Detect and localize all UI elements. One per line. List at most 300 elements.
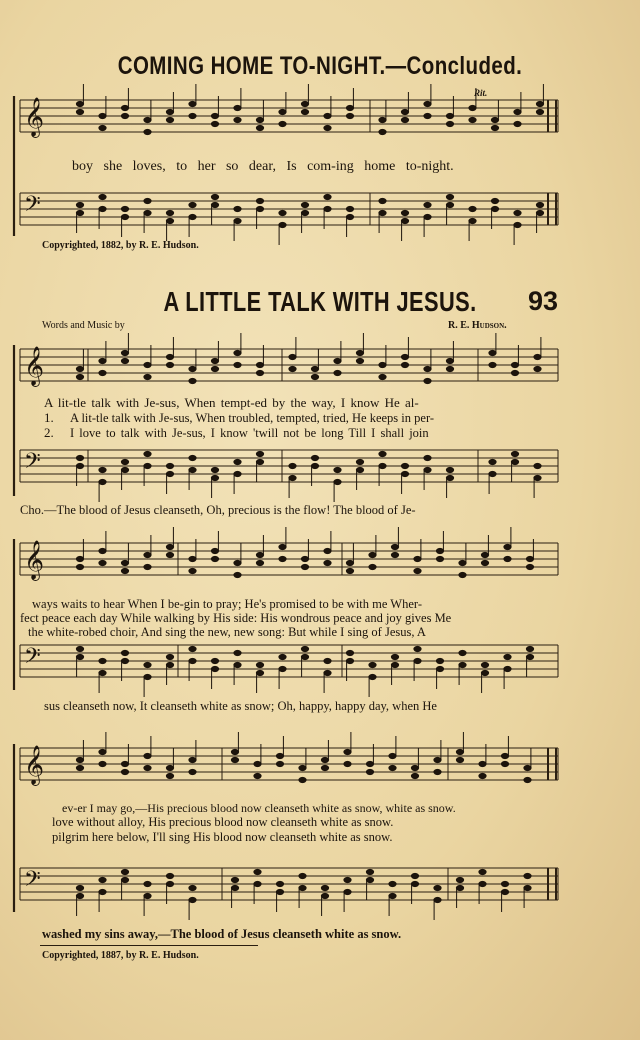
notehead bbox=[301, 210, 308, 215]
notehead bbox=[434, 769, 441, 774]
notehead bbox=[256, 451, 263, 456]
notehead bbox=[324, 560, 331, 565]
system2-line-2: fect peace each day While walking by His side: His wondrous peace and joy gives Me bbox=[20, 611, 452, 625]
notehead bbox=[459, 662, 466, 667]
notehead bbox=[189, 366, 196, 371]
notehead bbox=[299, 777, 306, 782]
notehead bbox=[391, 544, 398, 549]
notehead bbox=[324, 206, 331, 211]
notehead bbox=[446, 366, 453, 371]
notehead bbox=[99, 548, 106, 553]
notehead bbox=[99, 877, 106, 882]
notehead bbox=[99, 370, 106, 375]
notehead bbox=[256, 125, 263, 130]
notehead bbox=[144, 753, 151, 758]
notehead bbox=[434, 757, 441, 762]
notehead bbox=[501, 761, 508, 766]
notehead bbox=[166, 552, 173, 557]
notehead bbox=[279, 666, 286, 671]
bass-clef: 𝄢 bbox=[24, 644, 41, 674]
notehead bbox=[366, 877, 373, 882]
notehead bbox=[479, 761, 486, 766]
system3-line-2: love without alloy, His precious blood now cleanseth white as snow. bbox=[52, 815, 394, 829]
notehead bbox=[189, 101, 196, 106]
notehead bbox=[234, 362, 241, 367]
notehead bbox=[446, 358, 453, 363]
notehead bbox=[189, 757, 196, 762]
notehead bbox=[99, 670, 106, 675]
notehead bbox=[256, 459, 263, 464]
notehead bbox=[334, 467, 341, 472]
notehead bbox=[121, 358, 128, 363]
notehead bbox=[501, 881, 508, 886]
song1-lyric: boy she loves, to her so dear, Is com-ing home to-night. bbox=[72, 159, 454, 174]
notehead bbox=[526, 564, 533, 569]
notehead bbox=[424, 378, 431, 383]
notehead bbox=[389, 765, 396, 770]
notehead bbox=[234, 471, 241, 476]
notehead bbox=[189, 568, 196, 573]
notehead bbox=[324, 548, 331, 553]
notehead bbox=[211, 202, 218, 207]
notehead bbox=[256, 117, 263, 122]
notehead bbox=[99, 194, 106, 199]
notehead bbox=[424, 101, 431, 106]
notehead bbox=[401, 210, 408, 215]
notehead bbox=[524, 885, 531, 890]
notehead bbox=[524, 765, 531, 770]
notehead bbox=[144, 662, 151, 667]
notehead bbox=[211, 548, 218, 553]
notehead bbox=[526, 646, 533, 651]
notehead bbox=[121, 105, 128, 110]
verse-number-2: 2. bbox=[44, 425, 54, 440]
notehead bbox=[434, 885, 441, 890]
notehead bbox=[189, 769, 196, 774]
notehead bbox=[166, 662, 173, 667]
notehead bbox=[411, 773, 418, 778]
notehead bbox=[321, 893, 328, 898]
notehead bbox=[379, 198, 386, 203]
notehead bbox=[534, 475, 541, 480]
notehead bbox=[389, 881, 396, 886]
notehead bbox=[166, 881, 173, 886]
notehead bbox=[166, 109, 173, 114]
notehead bbox=[366, 761, 373, 766]
notehead bbox=[166, 463, 173, 468]
notehead bbox=[379, 129, 386, 134]
notehead bbox=[324, 670, 331, 675]
notehead bbox=[401, 109, 408, 114]
notehead bbox=[256, 560, 263, 565]
credit-left: Words and Music by bbox=[42, 320, 125, 331]
notehead bbox=[99, 479, 106, 484]
notehead bbox=[301, 202, 308, 207]
notehead bbox=[511, 451, 518, 456]
system3-line-3: pilgrim here below, I'll sing His blood now cleanseth white as snow. bbox=[52, 830, 393, 844]
notehead bbox=[324, 125, 331, 130]
notehead bbox=[504, 544, 511, 549]
notehead bbox=[279, 544, 286, 549]
notehead bbox=[301, 556, 308, 561]
notehead bbox=[321, 765, 328, 770]
verse-line-3: I love to talk with Je-sus, I know 'twill not be long Till I shall join bbox=[70, 426, 429, 440]
notehead bbox=[211, 194, 218, 199]
notehead bbox=[504, 556, 511, 561]
notehead bbox=[301, 109, 308, 114]
notehead bbox=[121, 877, 128, 882]
notehead bbox=[324, 113, 331, 118]
notehead bbox=[414, 646, 421, 651]
notehead bbox=[299, 873, 306, 878]
notehead bbox=[414, 556, 421, 561]
notehead bbox=[469, 218, 476, 223]
notehead bbox=[379, 463, 386, 468]
notehead bbox=[144, 374, 151, 379]
notehead bbox=[279, 121, 286, 126]
notehead bbox=[514, 121, 521, 126]
notehead bbox=[514, 109, 521, 114]
notehead bbox=[76, 893, 83, 898]
notehead bbox=[301, 654, 308, 659]
notehead bbox=[76, 654, 83, 659]
notehead bbox=[446, 121, 453, 126]
notehead bbox=[289, 475, 296, 480]
notehead bbox=[344, 749, 351, 754]
notehead bbox=[536, 101, 543, 106]
notehead bbox=[436, 556, 443, 561]
notehead bbox=[166, 544, 173, 549]
notehead bbox=[356, 467, 363, 472]
notehead bbox=[514, 222, 521, 227]
notehead bbox=[504, 666, 511, 671]
notehead bbox=[211, 475, 218, 480]
notehead bbox=[231, 757, 238, 762]
notehead bbox=[234, 650, 241, 655]
notehead bbox=[401, 362, 408, 367]
notehead bbox=[514, 210, 521, 215]
notehead bbox=[144, 564, 151, 569]
notehead bbox=[469, 117, 476, 122]
notehead bbox=[211, 666, 218, 671]
system2-chorus: sus cleanseth now, It cleanseth white as snow; Oh, happy, happy day, when He bbox=[44, 699, 437, 713]
notehead bbox=[211, 121, 218, 126]
notehead bbox=[231, 877, 238, 882]
notehead bbox=[366, 869, 373, 874]
song1-title: COMING HOME TO-NIGHT.—Concluded. bbox=[117, 52, 523, 80]
notehead bbox=[121, 560, 128, 565]
song1-copyright: Copyrighted, 1882, by R. E. Hudson. bbox=[42, 240, 199, 251]
notehead bbox=[311, 366, 318, 371]
notehead bbox=[379, 374, 386, 379]
system2-line-3: the white-robed choir, And sing the new, new song: But while I sing of Jesus, A bbox=[28, 625, 426, 639]
notehead bbox=[254, 773, 261, 778]
notehead bbox=[121, 467, 128, 472]
notehead bbox=[356, 459, 363, 464]
notehead bbox=[144, 463, 151, 468]
notehead bbox=[414, 568, 421, 573]
page-number: 93 bbox=[528, 286, 559, 316]
notehead bbox=[189, 202, 196, 207]
notehead bbox=[189, 113, 196, 118]
notehead bbox=[424, 113, 431, 118]
notehead bbox=[76, 210, 83, 215]
notehead bbox=[489, 459, 496, 464]
notehead bbox=[389, 753, 396, 758]
notehead bbox=[234, 350, 241, 355]
notehead bbox=[99, 358, 106, 363]
notehead bbox=[481, 662, 488, 667]
notehead bbox=[76, 202, 83, 207]
notehead bbox=[346, 650, 353, 655]
notehead bbox=[534, 354, 541, 359]
notehead bbox=[401, 218, 408, 223]
notehead bbox=[144, 765, 151, 770]
notehead bbox=[479, 869, 486, 874]
notehead bbox=[469, 105, 476, 110]
notehead bbox=[256, 552, 263, 557]
notehead bbox=[234, 117, 241, 122]
notehead bbox=[99, 749, 106, 754]
notehead bbox=[491, 198, 498, 203]
notehead bbox=[76, 556, 83, 561]
notehead bbox=[76, 463, 83, 468]
notehead bbox=[276, 889, 283, 894]
notehead bbox=[369, 564, 376, 569]
notehead bbox=[144, 893, 151, 898]
notehead bbox=[379, 362, 386, 367]
notehead bbox=[121, 350, 128, 355]
notehead bbox=[479, 881, 486, 886]
notehead bbox=[436, 658, 443, 663]
notehead bbox=[99, 125, 106, 130]
notehead bbox=[369, 552, 376, 557]
notehead bbox=[234, 206, 241, 211]
notehead bbox=[234, 459, 241, 464]
notehead bbox=[534, 366, 541, 371]
notehead bbox=[479, 773, 486, 778]
notehead bbox=[459, 572, 466, 577]
notehead bbox=[166, 873, 173, 878]
notehead bbox=[446, 475, 453, 480]
notehead bbox=[254, 881, 261, 886]
notehead bbox=[189, 897, 196, 902]
notehead bbox=[121, 869, 128, 874]
notehead bbox=[424, 366, 431, 371]
notehead bbox=[276, 753, 283, 758]
notehead bbox=[346, 113, 353, 118]
notehead bbox=[324, 194, 331, 199]
bass-clef: 𝄢 bbox=[24, 867, 41, 897]
notehead bbox=[166, 773, 173, 778]
notehead bbox=[289, 354, 296, 359]
notehead bbox=[99, 658, 106, 663]
notehead bbox=[76, 374, 83, 379]
notehead bbox=[166, 218, 173, 223]
notehead bbox=[121, 568, 128, 573]
system2-line-1: ways waits to hear When I be-gin to pray; He's promised to be with me Wher- bbox=[32, 597, 422, 611]
notehead bbox=[344, 761, 351, 766]
notehead bbox=[526, 654, 533, 659]
notehead bbox=[536, 202, 543, 207]
notehead bbox=[446, 113, 453, 118]
notehead bbox=[311, 463, 318, 468]
notehead bbox=[211, 366, 218, 371]
notehead bbox=[424, 467, 431, 472]
notehead bbox=[446, 202, 453, 207]
notehead bbox=[254, 869, 261, 874]
ritardando-mark: Rit. bbox=[474, 88, 488, 98]
notehead bbox=[379, 117, 386, 122]
notehead bbox=[76, 455, 83, 460]
notehead bbox=[234, 105, 241, 110]
notehead bbox=[511, 362, 518, 367]
notehead bbox=[189, 885, 196, 890]
notehead bbox=[334, 479, 341, 484]
notehead bbox=[234, 662, 241, 667]
notehead bbox=[511, 370, 518, 375]
notehead bbox=[76, 101, 83, 106]
notehead bbox=[536, 109, 543, 114]
notehead bbox=[121, 459, 128, 464]
notehead bbox=[121, 658, 128, 663]
notehead bbox=[99, 467, 106, 472]
bass-clef: 𝄢 bbox=[24, 192, 41, 222]
notehead bbox=[299, 765, 306, 770]
notehead bbox=[346, 560, 353, 565]
notehead bbox=[189, 658, 196, 663]
notehead bbox=[424, 202, 431, 207]
notehead bbox=[369, 662, 376, 667]
notehead bbox=[301, 646, 308, 651]
notehead bbox=[446, 467, 453, 472]
notehead bbox=[501, 753, 508, 758]
notehead bbox=[234, 218, 241, 223]
notehead bbox=[121, 206, 128, 211]
notehead bbox=[76, 366, 83, 371]
notehead bbox=[279, 210, 286, 215]
notehead bbox=[254, 761, 261, 766]
notehead bbox=[99, 560, 106, 565]
treble-clef: 𝄞 bbox=[24, 540, 45, 580]
notehead bbox=[144, 362, 151, 367]
notehead bbox=[276, 761, 283, 766]
notehead bbox=[144, 198, 151, 203]
notehead bbox=[144, 210, 151, 215]
notehead bbox=[211, 556, 218, 561]
notehead bbox=[524, 873, 531, 878]
notehead bbox=[504, 654, 511, 659]
notehead bbox=[189, 378, 196, 383]
notehead bbox=[489, 350, 496, 355]
notehead bbox=[256, 206, 263, 211]
verse-line-2: A lit-tle talk with Je-sus, When troubled, tempted, tried, He keeps in per- bbox=[70, 411, 435, 425]
notehead bbox=[489, 471, 496, 476]
notehead bbox=[366, 769, 373, 774]
notehead bbox=[424, 214, 431, 219]
notehead bbox=[456, 877, 463, 882]
notehead bbox=[76, 765, 83, 770]
notehead bbox=[189, 214, 196, 219]
notehead bbox=[346, 206, 353, 211]
notehead bbox=[76, 885, 83, 890]
notehead bbox=[76, 646, 83, 651]
credit-right: R. E. Hudson. bbox=[448, 320, 507, 331]
notehead bbox=[289, 366, 296, 371]
notehead bbox=[166, 471, 173, 476]
notehead bbox=[389, 893, 396, 898]
notehead bbox=[344, 877, 351, 882]
notehead bbox=[279, 654, 286, 659]
notehead bbox=[99, 761, 106, 766]
notehead bbox=[166, 210, 173, 215]
notehead bbox=[434, 897, 441, 902]
notehead bbox=[166, 362, 173, 367]
notehead bbox=[491, 125, 498, 130]
system3-line-1: ev-er I may go,—His precious blood now cleanseth white as snow, white as snow. bbox=[62, 801, 456, 815]
song2-copyright: Copyrighted, 1887, by R. E. Hudson. bbox=[42, 950, 199, 961]
notehead bbox=[279, 109, 286, 114]
system3-chorus: washed my sins away,—The blood of Jesus cleanseth white as snow. bbox=[42, 927, 402, 941]
notehead bbox=[501, 889, 508, 894]
notehead bbox=[211, 467, 218, 472]
notehead bbox=[391, 654, 398, 659]
notehead bbox=[489, 362, 496, 367]
notehead bbox=[481, 560, 488, 565]
notehead bbox=[524, 777, 531, 782]
notehead bbox=[121, 214, 128, 219]
notehead bbox=[436, 548, 443, 553]
notehead bbox=[481, 670, 488, 675]
notehead bbox=[424, 455, 431, 460]
notehead bbox=[121, 650, 128, 655]
notehead bbox=[166, 117, 173, 122]
notehead bbox=[299, 885, 306, 890]
notehead bbox=[311, 455, 318, 460]
notehead bbox=[491, 117, 498, 122]
notehead bbox=[256, 662, 263, 667]
notehead bbox=[379, 451, 386, 456]
notehead bbox=[301, 101, 308, 106]
notehead bbox=[414, 658, 421, 663]
notehead bbox=[211, 358, 218, 363]
notehead bbox=[401, 471, 408, 476]
notehead bbox=[411, 765, 418, 770]
notehead bbox=[401, 354, 408, 359]
notehead bbox=[144, 552, 151, 557]
notehead bbox=[456, 757, 463, 762]
notehead bbox=[211, 113, 218, 118]
notehead bbox=[144, 129, 151, 134]
notehead bbox=[401, 117, 408, 122]
notehead bbox=[256, 670, 263, 675]
notehead bbox=[356, 350, 363, 355]
verse-line-1: A lit-tle talk with Je-sus, When tempt-ed by the way, I know He al- bbox=[44, 395, 419, 410]
notehead bbox=[256, 362, 263, 367]
notehead bbox=[511, 459, 518, 464]
notehead bbox=[121, 761, 128, 766]
notehead bbox=[231, 885, 238, 890]
notehead bbox=[344, 889, 351, 894]
notehead bbox=[189, 646, 196, 651]
notehead bbox=[346, 105, 353, 110]
notehead bbox=[189, 467, 196, 472]
notehead bbox=[491, 206, 498, 211]
treble-clef: 𝄞 bbox=[24, 745, 45, 785]
notehead bbox=[324, 658, 331, 663]
notehead bbox=[469, 206, 476, 211]
notehead bbox=[144, 117, 151, 122]
